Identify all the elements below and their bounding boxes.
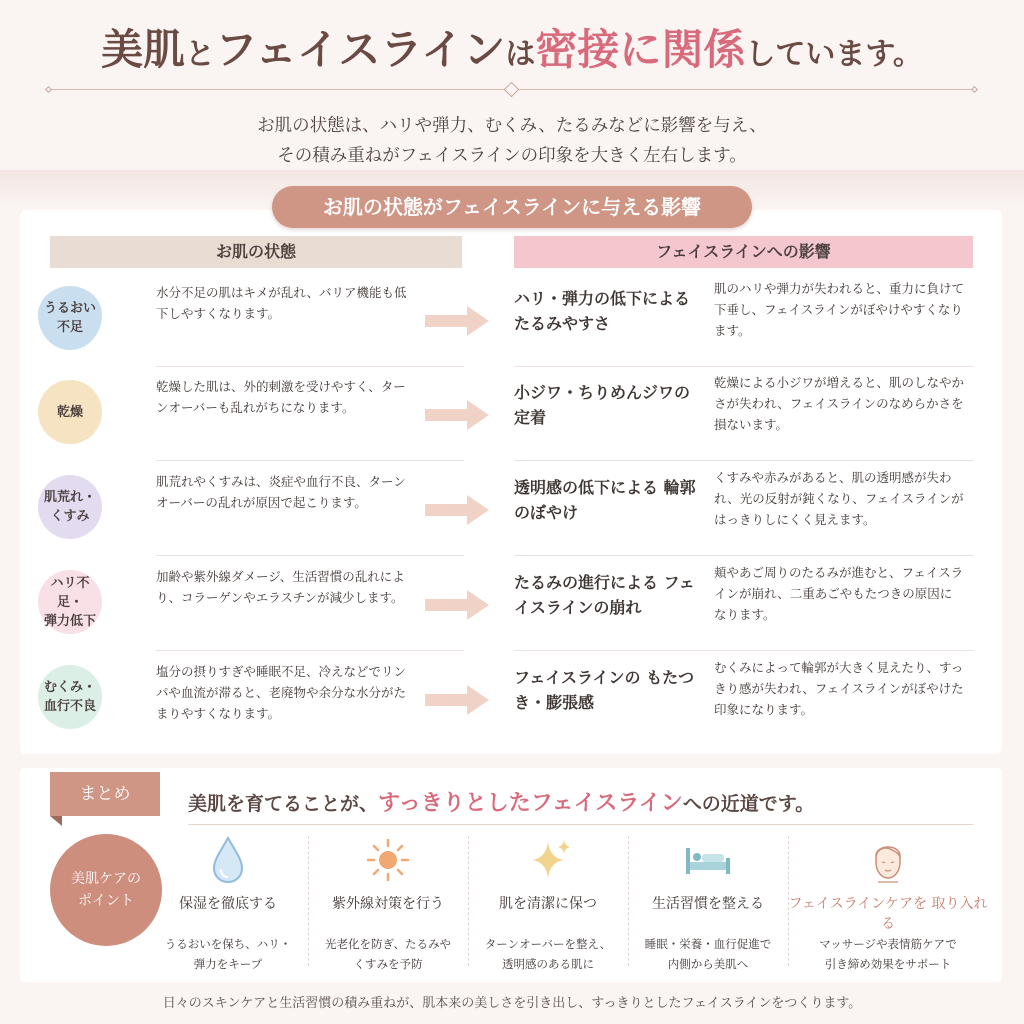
point-desc-line-1: 睡眠・栄養・血行促進で <box>644 937 772 951</box>
effect-title: たるみの進行による フェイスラインの崩れ <box>514 573 695 617</box>
summary-text-highlight: すっきりとしたフェイスライン <box>378 791 683 816</box>
badge-line-2: 不足 <box>56 320 83 335</box>
effect-title: ハリ・弾力の低下による たるみやすさ <box>514 289 691 333</box>
influence-row <box>0 651 982 746</box>
arrow-right-icon <box>425 398 490 432</box>
influence-row <box>0 461 982 556</box>
point-desc-line-2: くすみを予防 <box>353 957 423 971</box>
point-desc-line-2: 弾力をキープ <box>193 957 263 971</box>
summary-statement <box>188 786 814 817</box>
sun-icon <box>358 832 418 888</box>
badge-line-1: ハリ不足・ <box>50 575 90 610</box>
footer-text: 日々のスキンケアと生活習慣の積み重ねが、肌本来の美しさを引き出し、すっきりとしたフェイスラインをつくります。 <box>162 996 862 1011</box>
point-desc-line-1: 光老化を防ぎ、たるみや <box>324 937 452 951</box>
bed-icon <box>678 832 738 888</box>
title-part-2: と <box>185 37 216 72</box>
title-part-4: は <box>505 37 536 72</box>
summary-divider <box>188 824 973 825</box>
point-title: フェイスラインケアを 取り入れる <box>788 896 988 932</box>
badge-line-1: うるおい <box>43 301 96 316</box>
title-part-6: しています。 <box>745 37 923 72</box>
arrow-right-icon <box>425 304 490 338</box>
effect-description: 肌のハリや弾力が失われると、重力に負けて下垂し、フェイスラインがぼやけやすくなります。 <box>714 281 965 338</box>
point-desc-line-1: マッサージや表情筋ケアで <box>819 937 957 951</box>
point-desc-line-2: 内側から美肌へ <box>667 957 749 971</box>
summary-text-after: への近道です。 <box>682 793 815 815</box>
intro-line-2: その積み重ねがフェイスラインの印象を大きく左右します。 <box>277 146 747 166</box>
sparkle-icon <box>518 832 578 888</box>
influence-row <box>0 556 982 651</box>
point-desc-line-2: 透明感のある肌に <box>502 957 594 971</box>
section-title: お肌の状態がフェイスラインに与える影響 <box>272 186 752 228</box>
effect-title: フェイスラインの もたつき・膨張感 <box>514 668 695 712</box>
skin-condition-badge <box>38 665 102 729</box>
badge-line-2: 弾力低下 <box>43 613 96 629</box>
point-desc-line-2: 引き締め効果をサポート <box>824 957 952 971</box>
arrow-right-icon <box>425 493 490 527</box>
badge-line-2: 血行不良 <box>43 699 96 714</box>
care-points-badge <box>50 834 162 946</box>
effect-description: 乾燥による小ジワが増えると、肌のしなやかさが失われ、フェイスラインのなめらかさを損ないます。 <box>714 375 965 432</box>
point-desc <box>788 934 988 974</box>
title-highlight: 密接に関係 <box>535 25 746 74</box>
condition-text: 加齢や紫外線ダメージ、生活習慣の乱れにより、コラーゲンやエラスチンが減少します。 <box>156 569 405 605</box>
care-point-moisturize <box>148 830 308 974</box>
effect-title: 小ジワ・ちりめんジワの 定着 <box>514 383 691 427</box>
effect-description: くすみや赤みがあると、肌の透明感が失われ、光の反射が鈍くなり、フェイスラインがはっきりしにくく見えます。 <box>714 470 964 527</box>
effect-description: むくみによって輪郭が大きく見えたり、すっきり感が失われ、フェイスラインがぼやけた印象になります。 <box>714 660 964 717</box>
point-desc <box>308 934 468 974</box>
care-point-cleanse <box>468 830 628 974</box>
effect-title: 透明感の低下による 輪郭のぼやけ <box>514 478 696 522</box>
summary-text-before: 美肌を育てることが、 <box>188 793 379 815</box>
point-title: 生活習慣を整える <box>652 896 764 912</box>
skin-condition-badge <box>38 380 102 444</box>
influence-row <box>0 366 982 461</box>
care-point-lifestyle <box>628 830 788 974</box>
badge-line-1: 乾燥 <box>56 404 83 420</box>
effect-description: 頬やあご周りのたるみが進むと、フェイスラインが崩れ、二重あごやもたつきの原因になります。 <box>714 565 964 622</box>
skin-condition-badge <box>38 475 102 539</box>
point-desc <box>468 934 628 974</box>
divider-end-left-icon <box>45 86 52 93</box>
title-part-3: フェイスライン <box>215 25 506 74</box>
intro-line-1: お肌の状態は、ハリや弾力、むくみ、たるみなどに影響を与え、 <box>257 116 767 136</box>
badge-line-2: くすみ <box>50 509 90 524</box>
point-desc-line-1: ターンオーバーを整え、 <box>484 937 612 951</box>
care-point-uv <box>308 830 468 974</box>
arrow-right-icon <box>425 683 490 717</box>
divider-end-right-icon <box>971 86 978 93</box>
badge-line-1: むくみ・ <box>43 680 96 695</box>
condition-text: 塩分の摂りすぎや睡眠不足、冷えなどでリンパや血流が滞ると、老廃物や余分な水分がたまりやすくなります。 <box>156 664 407 721</box>
badge-line-1: 美肌ケアの <box>71 871 141 887</box>
point-desc <box>628 934 788 974</box>
badge-line-2: ポイント <box>78 893 134 909</box>
summary-tag: まとめ <box>50 772 160 816</box>
point-desc-line-1: うるおいを保ち、ハリ・ <box>164 937 292 951</box>
point-title: 肌を清潔に保つ <box>499 896 597 912</box>
face-icon <box>858 832 918 888</box>
care-point-faceline <box>788 830 988 974</box>
condition-text: 肌荒れやくすみは、炎症や血行不良、ターンオーバーの乱れが原因で起こります。 <box>156 474 406 510</box>
column-header-skin-condition: お肌の状態 <box>50 236 462 268</box>
intro-text <box>0 111 1024 171</box>
condition-text: 乾燥した肌は、外的刺激を受けやすく、ターンオーバーも乱れがちになります。 <box>156 379 406 415</box>
point-title: 保湿を徹底する <box>179 896 277 912</box>
point-desc <box>148 934 308 974</box>
badge-line-1: 肌荒れ・ <box>43 490 96 505</box>
title-part-1: 美肌 <box>101 25 186 74</box>
skin-condition-badge <box>38 570 102 634</box>
skin-condition-badge <box>38 286 102 350</box>
condition-text: 水分不足の肌はキメが乱れ、バリア機能も低下しやすくなります。 <box>156 285 407 321</box>
influence-row <box>0 272 982 367</box>
page-title <box>0 20 1024 85</box>
column-header-faceline-effect: フェイスラインへの影響 <box>514 236 973 268</box>
point-title: 紫外線対策を行う <box>332 896 444 912</box>
water-drop-icon <box>198 832 258 888</box>
arrow-right-icon <box>425 588 490 622</box>
